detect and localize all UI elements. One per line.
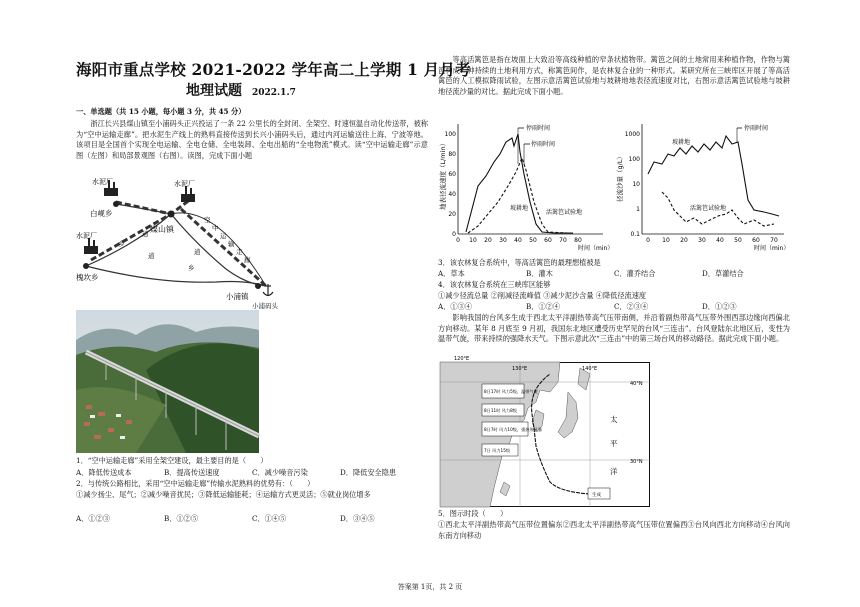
question-2-options [76, 514, 428, 524]
y-axis-label: 地表径流速度（L/min） [439, 139, 447, 210]
box-text: 8日17时 风力5级，温带气旋 [484, 389, 538, 394]
option[interactable]: A．①③④ [438, 302, 472, 311]
tick-label: 10 [469, 237, 477, 244]
x-ticks [456, 237, 582, 244]
map-label: 水泥厂 [92, 178, 113, 186]
road-label: 道 [148, 252, 155, 260]
option[interactable]: D．③④⑤ [340, 514, 375, 523]
option[interactable]: B．提高传送速度 [164, 468, 220, 477]
option[interactable]: B．①②⑤ [164, 514, 199, 523]
question-1-options [76, 468, 428, 478]
tick-label: 10 [632, 181, 640, 188]
road-label: 中 [212, 224, 219, 232]
road-label: 乡 [188, 264, 195, 272]
road-label: 道 [142, 230, 149, 238]
option[interactable]: A．草本 [438, 269, 465, 278]
series-label: 活篱笆试验地 [690, 205, 727, 212]
typhoon-track-map [440, 356, 650, 507]
tick-label: 20 [484, 237, 492, 244]
tick-label: 50 [529, 237, 537, 244]
option[interactable]: B．①②④ [526, 302, 561, 311]
annotation: 停雨时间 [744, 125, 769, 132]
question-3-stem: 3．该农林复合系统中，等高活篱笆的最理想植被是 [438, 258, 601, 267]
tick-label: 60 [448, 171, 456, 178]
road-label: 乡 [118, 240, 125, 248]
option[interactable]: C．②③④ [614, 302, 649, 311]
y-axis-label: 径流沙量（g/L） [616, 153, 624, 202]
annotation: 停雨时间 [531, 141, 556, 148]
tick-label: 80 [448, 151, 456, 158]
option[interactable]: C．①④⑤ [252, 514, 287, 523]
x-axis-label: 时间（min） [578, 245, 614, 252]
map-label: 槐坎乡 [76, 273, 99, 282]
box-text: 8日11时 风力8级 [484, 408, 517, 413]
tick-label: 20 [448, 211, 456, 218]
series-slope-farmland [648, 136, 779, 216]
tick-label: 1000 [624, 131, 640, 138]
road-label: 廊 [244, 256, 251, 264]
tick-label: 20 [680, 237, 688, 244]
track-box [482, 404, 524, 416]
option[interactable]: D．①②③ [702, 302, 737, 311]
tick-label: 30 [499, 237, 507, 244]
tick-label: 40 [448, 191, 456, 198]
question-4-stem: 4．该农林复合系统在三峡库区能够 [438, 280, 551, 289]
map-label: 煤山镇 [150, 225, 174, 234]
landscape-photo [76, 310, 259, 453]
map-label: 小浦镇 [226, 292, 249, 301]
option[interactable]: D．降低安全隐患 [340, 468, 397, 477]
exam-title: 海阳市重点学校 2021-2022 学年高二上学期 1 月月考 [76, 60, 471, 79]
tick-label: 40 [514, 237, 522, 244]
x-ticks [646, 237, 778, 244]
exam-subtitle [186, 80, 296, 100]
map-label: 白岘乡 [90, 209, 113, 218]
tick-label: 50 [734, 237, 742, 244]
road-label: 空 [204, 216, 211, 224]
page-footer: 答案第 1页，共 2 页 [397, 583, 463, 591]
lat-label: 30°N [630, 459, 643, 465]
option[interactable]: C．减少噪音污染 [252, 468, 308, 477]
map-label: 水泥厂 [174, 180, 195, 188]
tick-label: 30 [698, 237, 706, 244]
tick-label: 40 [716, 237, 724, 244]
question-4-sub: ①减少径流总量 ②削减径流峰值 ③减少泥沙含量 ④降低径流速度 [438, 291, 647, 300]
box-text: 7日 风力15级 [484, 448, 511, 453]
annotation: 停雨时间 [526, 125, 551, 132]
series-label: 坡耕地 [510, 205, 529, 212]
question-2-sub: ①减少扬尘、尾气；②减少噪音扰民；③降低运输能耗；④运输方式更灵活；⑤就业岗位增多 [76, 490, 371, 499]
town-dot [255, 283, 261, 289]
lon-label: 130°E [512, 366, 528, 372]
town-dot [113, 201, 119, 207]
subject-title: 地理试题 [186, 83, 242, 99]
question-1-stem: 1．“空中运输走廊”采用全架空建设，最主要目的是（ ） [76, 456, 268, 465]
sediment-chart [614, 114, 790, 254]
tick-label: 70 [770, 237, 778, 244]
road-label: 走 [236, 248, 243, 256]
track-box [482, 444, 518, 456]
question-5-text: ①西北太平洋副热带高气压带位置偏东②西北太平洋副热带高气压带位置偏西③台风向西北方向移动④台风向东南方向移动 [438, 520, 790, 540]
tick-label: 0 [452, 231, 456, 238]
question-3-options [438, 269, 790, 279]
question-5-stem: 5．图示时段（ ） [438, 509, 508, 518]
series-slope-farmland [466, 134, 573, 233]
tick-label: 60 [752, 237, 760, 244]
tick-label: 0 [456, 237, 460, 244]
tick-label: 70 [559, 237, 567, 244]
tick-label: 100 [444, 131, 456, 138]
tick-label: 0 [646, 237, 650, 244]
ocean-label: 平 [610, 439, 618, 448]
road-label: 输 [228, 240, 235, 248]
factory-icon [84, 238, 98, 254]
option[interactable]: A．①②③ [76, 514, 110, 523]
town-dot [83, 263, 89, 269]
box-text: 生成 [592, 493, 601, 498]
runoff-speed-chart [438, 114, 614, 254]
tick-label: 80 [574, 237, 582, 244]
option[interactable]: B．灌木 [526, 269, 553, 278]
tick-label: 0.1 [630, 231, 640, 238]
map-label: 小浦码头 [252, 302, 278, 310]
factory-icon [181, 186, 195, 202]
ocean-label: 太 [610, 415, 618, 424]
tick-label: 60 [544, 237, 552, 244]
passage-conveyor: 浙江长兴县煤山镇至小浦码头正兴投运了一条 22 公里长的全封闭、全架空、时速恒温自动化传送带，被称为“空中运输走廊”。把水泥生产线上的熟料直接传送到长兴小浦码头后，通过内河运输送往上海、宁波等地。该项目是全国首个实现全电运输、全电仓储、全电装卸、全电出船的“全电物流”模式。读“空中运输走廊”示意图（左图）和局部景观图（右图）。读图，完成下面小题 [76, 119, 428, 160]
road-label: 道 [194, 248, 201, 256]
series-label: 坡耕地 [672, 139, 691, 146]
lon-label: 140°E [582, 366, 598, 372]
ocean-label: 洋 [610, 467, 618, 476]
tick-label: 10 [662, 237, 670, 244]
option[interactable]: D．草灌结合 [702, 269, 744, 278]
conveyor-map [76, 174, 276, 310]
section-heading: 一、单选题（共 15 小题，每小题 3 分，共 45 分） [76, 107, 246, 116]
option[interactable]: C．灌乔结合 [614, 269, 656, 278]
y-ticks [625, 131, 640, 238]
town-dot [168, 211, 175, 218]
passage-hedgerow: 等高活篱笆是指在坡面上大致沿等高线种植的窄条状植物带。篱笆之间的土地常用来种植作物，作物与篱笆构成一种持续的土地利用方式，称篱笆间作，是农林复合业的一种形式。某研究所在三峡库区开展了等高活篱笆的人工模拟降雨试验，左图示意活篱笆试验地与坡耕地地表径流速度对比，右图示意活篱笆试验地与坡耕地径流沙量的对比。据此完成下面小题。 [438, 55, 790, 96]
lon-label: 120°E [454, 356, 470, 362]
map-label: 水泥厂 [76, 232, 97, 240]
tick-label: 1 [636, 206, 640, 213]
series-hedgerow [468, 158, 568, 233]
tick-label: 100 [628, 156, 640, 163]
road-label: 运 [220, 232, 227, 240]
box-text: 8日7时 风力10级，强热带风暴 [484, 427, 543, 432]
option[interactable]: A．降低传送成本 [76, 468, 132, 477]
question-4-options [438, 302, 790, 312]
lat-label: 40°N [630, 381, 643, 387]
passage-typhoon: 影响我国的台风多生成于西北太平洋副热带高气压带南侧，并沿着副热带高气压带外围西部边缘向西偏北方向移动。某年 8 月底至 9 月初，我国东北地区遭受历史罕见的台风“三连击”。台风登陆东北地区后，变性为温带气旋，带来持续的强降水天气。下图示意此次“三连击”中的第三场台风的移动路径。据此完成下面小题。 [438, 313, 790, 344]
track-box [588, 488, 610, 499]
question-2-stem: 2．与传统公路相比，采用“空中运输走廊”传输水泥熟料的优势有：（ ） [76, 479, 315, 488]
exam-date: 2022.1.7 [252, 88, 296, 98]
series-label: 活篱笆试验地 [546, 209, 583, 216]
x-axis-label: 时间（min） [754, 245, 790, 252]
